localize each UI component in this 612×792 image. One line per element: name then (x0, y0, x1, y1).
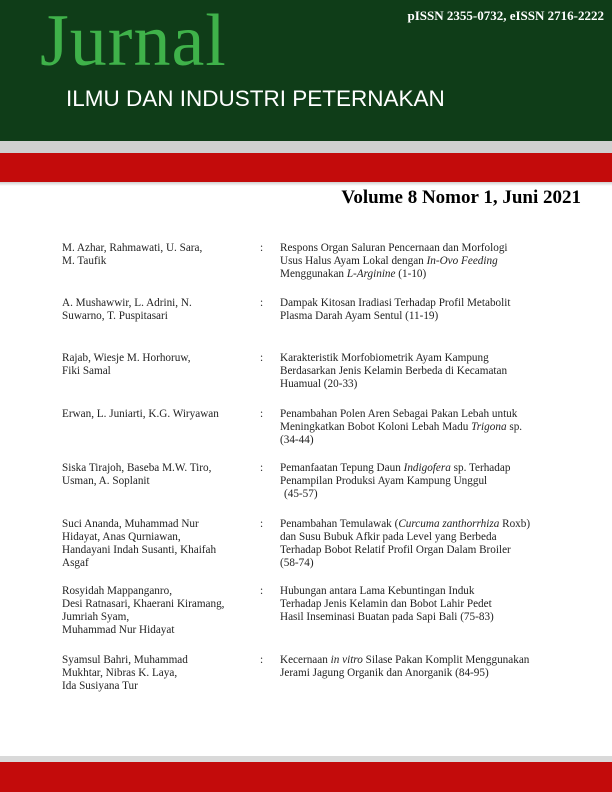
entry-title[interactable]: Pemanfaatan Tepung Daun Indigofera sp. Terhadap Penampilan Produksi Ayam Kampung Unggul (45-57) (280, 462, 511, 500)
entry-separator: : (260, 408, 264, 420)
toc-entry (62, 462, 582, 501)
entry-title[interactable]: Dampak Kitosan Iradiasi Terhadap Profil Metabolit Plasma Darah Ayam Sentul (11-19) (280, 297, 511, 322)
entry-authors: Rajab, Wiesje M. Horhoruw, Fiki Samal (62, 352, 191, 377)
red-divider-band (0, 153, 612, 182)
entry-authors: M. Azhar, Rahmawati, U. Sara, M. Taufik (62, 242, 203, 267)
entry-authors: A. Mushawwir, L. Adrini, N. Suwarno, T. Puspitasari (62, 297, 192, 322)
entry-title[interactable]: Penambahan Temulawak (Curcuma zanthorrhiza Roxb) dan Susu Bubuk Afkir pada Level yang Berbeda Terhadap Bobot Relatif Profil Organ Dalam Broiler (58-74) (280, 518, 531, 569)
issn-text: pISSN 2355-0732, eISSN 2716-2222 (407, 8, 604, 23)
entry-title[interactable]: Hubungan antara Lama Kebuntingan Induk Terhadap Jenis Kelamin dan Bobot Lahir Pedet Hasil Inseminasi Buatan pada Sapi Bali (75-83) (280, 585, 494, 623)
entry-title[interactable]: Penambahan Polen Aren Sebagai Pakan Lebah untuk Meningkatkan Bobot Koloni Lebah Madu Trigona sp. (34-44) (280, 408, 523, 446)
shadow-divider (0, 182, 612, 186)
volume-title: Volume 8 Nomor 1, Juni 2021 (341, 187, 581, 208)
entry-separator: : (260, 518, 264, 530)
entry-separator: : (260, 297, 264, 309)
journal-word: Jurnal (40, 0, 227, 82)
entry-title[interactable]: Karakteristik Morfobiometrik Ayam Kampung Berdasarkan Jenis Kelamin Berbeda di Kecamatan Huamual (20-33) (280, 352, 508, 390)
toc-entry (62, 518, 582, 570)
toc-entry (62, 297, 582, 323)
entry-separator: : (260, 352, 264, 364)
entry-authors: Erwan, L. Juniarti, K.G. Wiryawan (62, 408, 219, 420)
toc-entry (62, 654, 582, 693)
entry-authors: Syamsul Bahri, Muhammad Mukhtar, Nibras K. Laya, Ida Susiyana Tur (62, 654, 188, 692)
entry-separator: : (260, 585, 264, 597)
footer-red-band (0, 762, 612, 792)
entry-title[interactable]: Respons Organ Saluran Pencernaan dan Morfologi Usus Halus Ayam Lokal dengan In-Ovo Feeding Menggunakan L-Arginine (1-10) (280, 242, 508, 280)
entry-authors: Rosyidah Mappanganro, Desi Ratnasari, Khaerani Kiramang, Jumriah Syam, Muhammad Nur Hidayat (62, 585, 225, 636)
entry-separator: : (260, 654, 264, 666)
toc-entry (62, 585, 582, 637)
gray-divider-band (0, 141, 612, 153)
entry-separator: : (260, 462, 264, 474)
entry-title[interactable]: Kecernaan in vitro Silase Pakan Komplit Menggunakan Jerami Jagung Organik dan Anorganik (84-95) (280, 654, 530, 679)
entry-authors: Suci Ananda, Muhammad Nur Hidayat, Anas Qurniawan, Handayani Indah Susanti, Khaifah Asgaf (62, 518, 217, 569)
journal-header (0, 0, 612, 141)
journal-subtitle: ILMU DAN INDUSTRI PETERNAKAN (66, 86, 445, 111)
toc-entry (62, 352, 582, 391)
entry-authors: Siska Tirajoh, Baseba M.W. Tiro, Usman, A. Soplanit (62, 462, 212, 487)
toc-entry (62, 242, 582, 281)
entry-separator: : (260, 242, 264, 254)
toc-entry (62, 408, 582, 447)
